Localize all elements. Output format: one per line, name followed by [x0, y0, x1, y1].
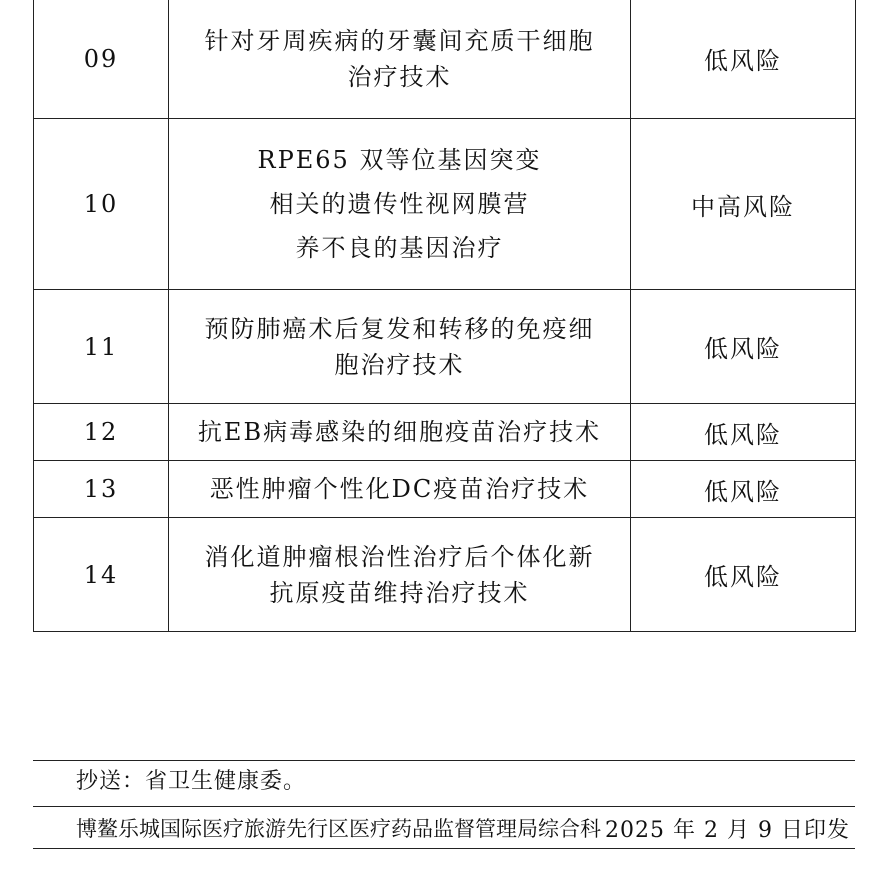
risk-level: 低风险 [631, 404, 856, 461]
table-row [34, 119, 856, 290]
technology-name-line: 消化道肿瘤根治性治疗后个体化新 [204, 542, 595, 571]
technology-risk-table [33, 0, 856, 632]
technology-name [169, 461, 631, 518]
technology-name-line: 针对牙周疾病的牙囊间充质干细胞 [204, 26, 595, 55]
table-row [34, 461, 856, 518]
risk-level: 低风险 [631, 0, 856, 119]
technology-name [169, 518, 631, 632]
row-number: 14 [34, 518, 169, 632]
table-row [34, 290, 856, 404]
technology-name [169, 290, 631, 404]
row-number: 13 [34, 461, 169, 518]
footer-rule-bottom [33, 848, 855, 849]
technology-name-line: 抗原疫苗维持治疗技术 [269, 578, 530, 607]
footer-rule-top [33, 760, 855, 761]
table-row [34, 404, 856, 461]
technology-name-line: 抗EB病毒感染的细胞疫苗治疗技术 [197, 418, 602, 446]
row-number: 09 [34, 0, 169, 119]
table-row [34, 518, 856, 632]
row-number: 11 [34, 290, 169, 404]
technology-name-line: 相关的遗传性视网膜营 [269, 190, 530, 218]
technology-name-line: RPE65 双等位基因突变 [257, 146, 542, 174]
technology-name [169, 0, 631, 119]
cc-recipients: 抄送：省卫生健康委。 [76, 769, 307, 794]
technology-name-line: 恶性肿瘤个性化DC疫苗治疗技术 [209, 475, 590, 503]
row-number: 10 [34, 119, 169, 290]
risk-level: 低风险 [631, 518, 856, 632]
technology-name [169, 404, 631, 461]
issuing-office: 博鳌乐城国际医疗旅游先行区医疗药品监督管理局综合科 [76, 817, 601, 841]
technology-name-line: 胞治疗技术 [334, 350, 465, 379]
footer-rule-middle [33, 806, 855, 807]
risk-level: 中高风险 [631, 119, 856, 290]
technology-name-line: 预防肺癌术后复发和转移的免疫细 [204, 314, 595, 343]
table-row [34, 0, 856, 119]
technology-name-line: 养不良的基因治疗 [295, 234, 504, 262]
technology-name-line: 治疗技术 [347, 62, 452, 91]
risk-level: 低风险 [631, 461, 856, 518]
issue-date: 2025 年 2 月 9 日印发 [605, 818, 850, 843]
row-number: 12 [34, 404, 169, 461]
technology-name [169, 119, 631, 290]
risk-level: 低风险 [631, 290, 856, 404]
